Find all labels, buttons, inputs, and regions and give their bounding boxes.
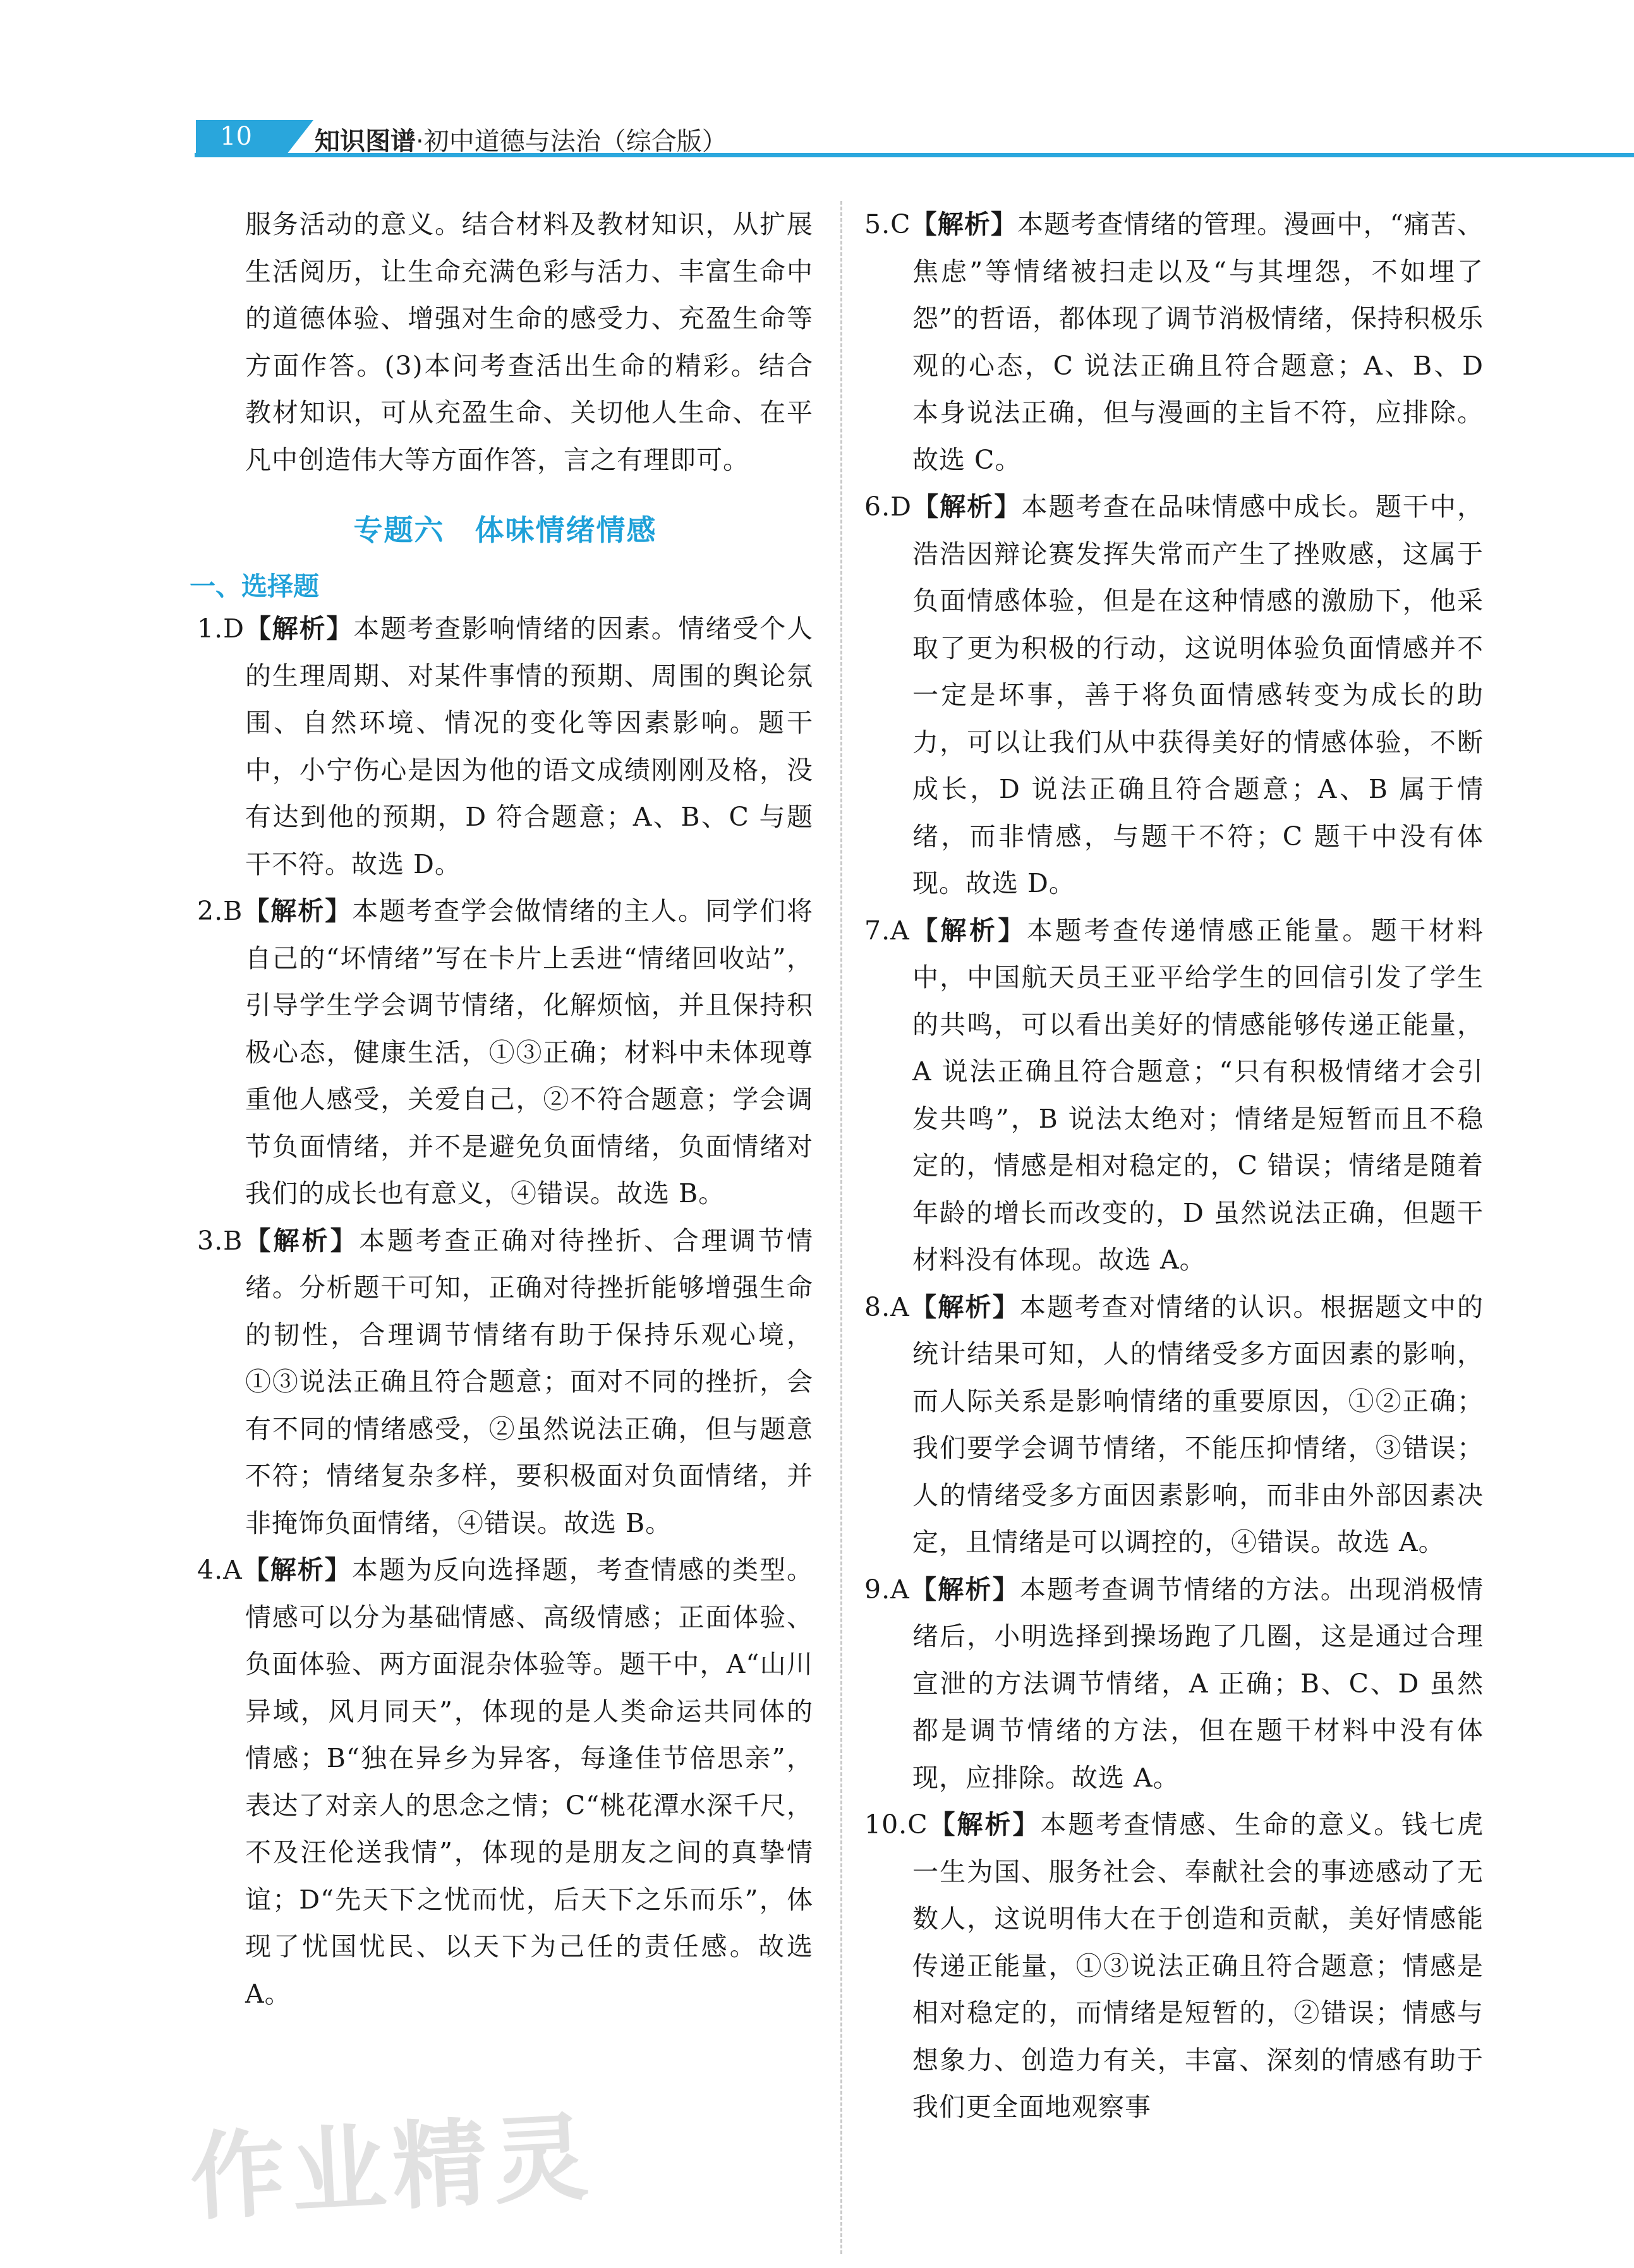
item-text: 本题考查学会做情绪的主人。同学们将自己的“坏情绪”写在卡片上丢进“情绪回收站”，引导学生学会调节情绪，化解烦恼，并且保持积极心态，健康生活，①③正确；材料中未体现尊重他人感受，关爱自己，②不符合题意；学会调节负面情绪，并不是避免负面情绪，负面情绪对我们的成长也有意义，④错误。故选 B。: [245, 896, 814, 1209]
answer-item: [197, 605, 813, 888]
analysis-tag: 【解析】: [245, 613, 354, 644]
analysis-tag: 【解析】: [911, 209, 1018, 239]
item-text: 本题考查影响情绪的因素。情绪受个人的生理周期、对某件事情的预期、周围的舆论氛围、自然环境、情况的变化等因素影响。题干中，小宁伤心是因为他的语文成绩刚刚及格，没有达到他的预期，D 符合题意；A、B、C 与题干不符。故选 D。: [245, 613, 814, 879]
item-text: 本题考查对情绪的认识。根据题文中的统计结果可知，人的情绪受多方面因素的影响，而人际关系是影响情绪的重要原因，①②正确；我们要学会调节情绪，不能压抑情绪，③错误；人的情绪受多方面因素影响，而非由外部因素决定，且情绪是可以调控的，④错误。故选 A。: [912, 1291, 1484, 1557]
page-number-tab-notch: [284, 120, 313, 157]
watermark: 作业精灵: [187, 2102, 597, 2234]
running-header: [315, 121, 727, 157]
right-column: [864, 201, 1484, 2131]
item-number: 6.D: [864, 492, 912, 522]
item-text: 本题考查传递情感正能量。题干材料中，中国航天员王亚平给学生的回信引发了学生的共鸣，可以看出美好的情感能够传递正能量，A 说法正确且符合题意；“只有积极情绪才会引发共鸣”，B 说法太绝对；情绪是短暂而且不稳定的，情感是相对稳定的，C 错误；情绪是随着年龄的增长而改变的，D 虽然说法正确，但题干材料没有体现。故选 A。: [912, 915, 1484, 1275]
item-number: 1.D: [197, 613, 245, 644]
item-number: 10.C: [864, 1809, 928, 1840]
answer-item: [197, 888, 813, 1217]
left-column: [190, 201, 814, 2017]
analysis-tag: 【解析】: [242, 1555, 352, 1585]
item-number: 8.A: [864, 1291, 910, 1322]
answer-item: [864, 1284, 1484, 1566]
answer-item: [864, 907, 1484, 1284]
page-number: 10: [220, 122, 252, 151]
answer-item: [864, 483, 1484, 907]
subsection-title: 一、选择题: [190, 571, 319, 601]
analysis-tag: 【解析】: [928, 1809, 1041, 1840]
intro-paragraph: 服务活动的意义。结合材料及教材知识，从扩展生活阅历，让生命充满色彩与活力、丰富生命中的道德体验、增强对生命的感受力、充盈生命等方面作答。(3)本问考查活出生命的精彩。结合教材知识，可从充盈生命、关切他人生命、在平凡中创造伟大等方面作答，言之有理即可。: [245, 209, 813, 475]
column-divider: [840, 201, 842, 2254]
item-number: 9.A: [864, 1574, 910, 1605]
analysis-tag: 【解析】: [909, 915, 1027, 946]
answer-item: [864, 1801, 1484, 2131]
analysis-tag: 【解析】: [243, 1225, 359, 1256]
item-text: 本题考查调节情绪的方法。出现消极情绪后，小明选择到操场跑了几圈，这是通过合理宣泄的方法调节情绪，A 正确；B、C、D 虽然都是调节情绪的方法，但在题干材料中没有体现，应排除。故选 A。: [912, 1574, 1484, 1793]
item-number: 5.C: [864, 209, 911, 239]
item-text: 本题为反向选择题，考查情感的类型。情感可以分为基础情感、高级情感；正面体验、负面体验、两方面混杂体验等。题干中，A“山川异域，风月同天”，体现的是人类命运共同体的情感；B“独在异乡为异客，每逢佳节倍思亲”，表达了对亲人的思念之情；C“桃花潭水深千尺，不及汪伦送我情”，体现的是朋友之间的真挚情谊；D“先天下之忧而忧，后天下之乐而乐”，体现了忧国忧民、以天下为己任的责任感。故选 A。: [245, 1555, 814, 2009]
item-text: 本题考查情绪的管理。漫画中，“痛苦、焦虑”等情绪被扫走以及“与其埋怨，不如埋了怨”的哲语，都体现了调节消极情绪，保持积极乐观的心态，C 说法正确且符合题意；A、B、D 本身说法正确，但与漫画的主旨不符，应排除。故选 C。: [912, 209, 1484, 475]
item-number: 3.B: [197, 1225, 243, 1256]
item-number: 2.B: [197, 896, 243, 926]
analysis-tag: 【解析】: [909, 1291, 1020, 1322]
answer-item: [864, 1566, 1484, 1802]
analysis-tag: 【解析】: [912, 492, 1022, 522]
header-title-rest: ·初中道德与法治（综合版）: [416, 127, 727, 156]
item-text: 本题考查正确对待挫折、合理调节情绪。分析题干可知，正确对待挫折能够增强生命的韧性，合理调节情绪有助于保持乐观心境，①③说法正确且符合题意；面对不同的挫折，会有不同的情绪感受，②虽然说法正确，但与题意不符；情绪复杂多样，要积极面对负面情绪，并非掩饰负面情绪，④错误。故选 B。: [245, 1225, 813, 1538]
item-number: 7.A: [864, 915, 910, 946]
answer-item: [197, 1547, 813, 2017]
answer-item: [197, 1217, 813, 1547]
analysis-tag: 【解析】: [909, 1574, 1020, 1605]
item-text: 本题考查在品味情感中成长。题干中，浩浩因辩论赛发挥失常而产生了挫败感，这属于负面情感体验，但是在这种情感的激励下，他采取了更为积极的行动，这说明体验负面情感并不一定是坏事，善于将负面情感转变为成长的助力，可以让我们从中获得美好的情感体验，不断成长，D 说法正确且符合题意；A、B 属于情绪，而非情感，与题干不符；C 题干中没有体现。故选 D。: [912, 492, 1484, 898]
answer-item: [864, 201, 1484, 483]
analysis-tag: 【解析】: [243, 896, 353, 926]
item-number: 4.A: [197, 1555, 243, 1585]
header-title-bold: 知识图谱: [315, 127, 416, 156]
section-title: 专题六 体味情绪情感: [353, 513, 657, 547]
item-text: 本题考查情感、生命的意义。钱七虎一生为国、服务社会、奉献社会的事迹感动了无数人，这说明伟大在于创造和贡献，美好情感能传递正能量，①③说法正确且符合题意；情感是相对稳定的，而情绪是短暂的，②错误；情感与想象力、创造力有关，丰富、深刻的情感有助于我们更全面地观察事: [912, 1809, 1484, 2122]
